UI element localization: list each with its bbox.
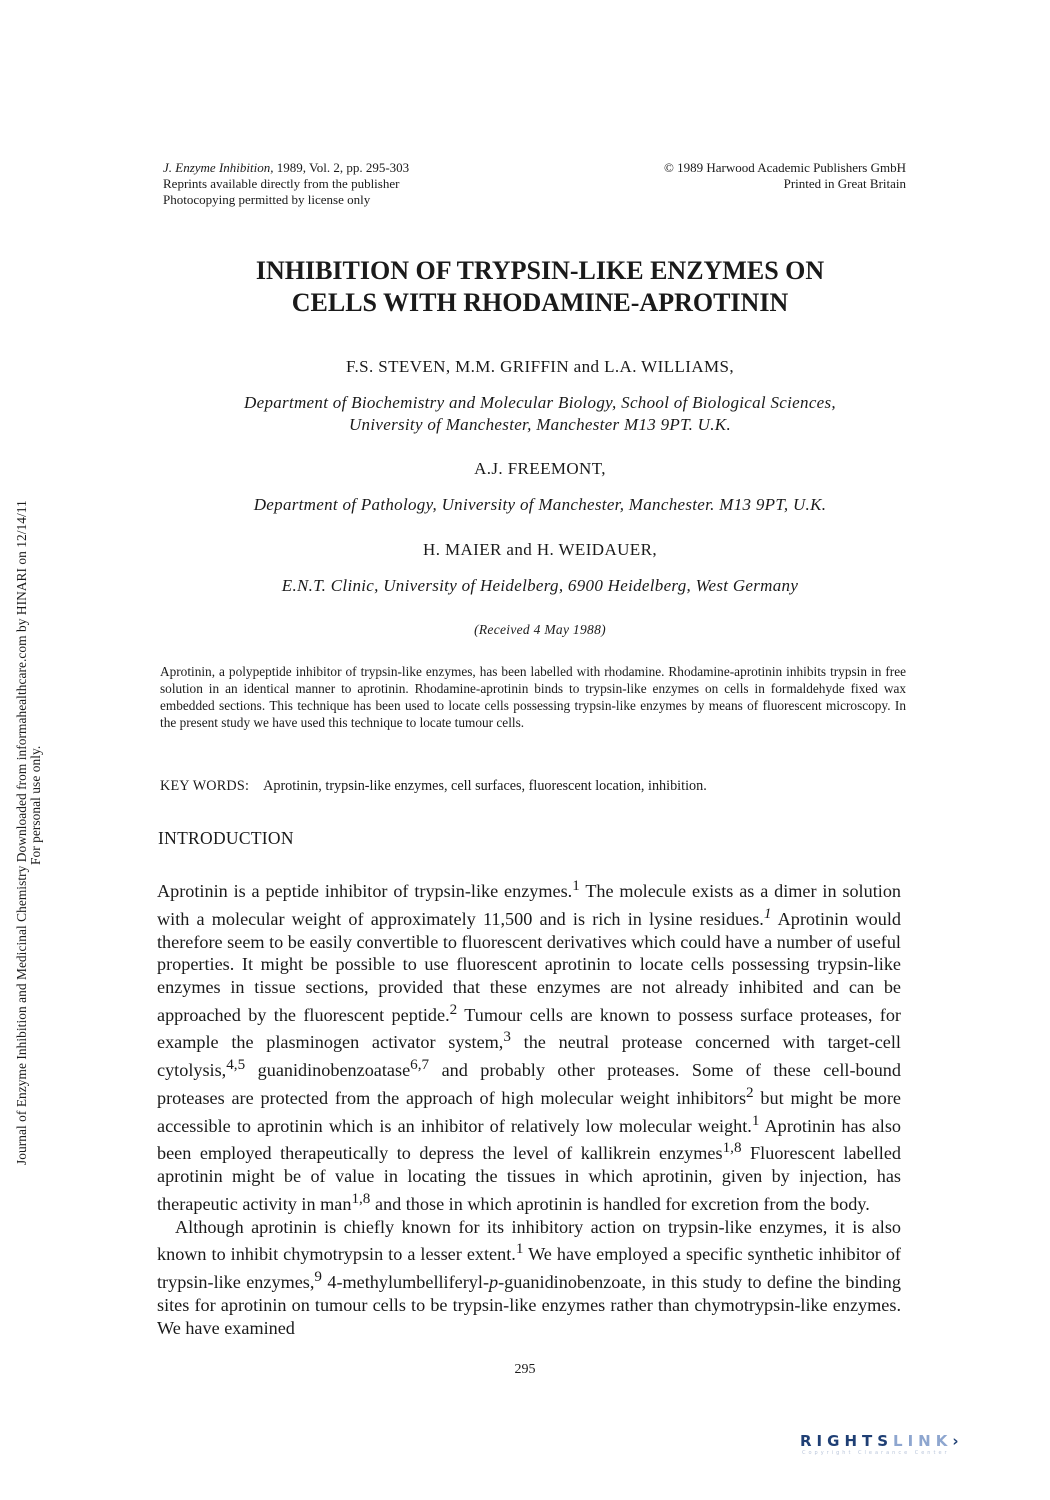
journal-name: J. Enzyme Inhibition,: [163, 160, 274, 175]
keywords-list: Aprotinin, trypsin-like enzymes, cell surfaces, fluorescent location, inhibition.: [263, 778, 707, 794]
citation-ref: 1,8: [722, 1139, 742, 1157]
title-line2: CELLS WITH RHODAMINE-APROTININ: [291, 288, 789, 317]
citation-ref: 3: [503, 1028, 511, 1046]
citation-ref: 2: [746, 1083, 754, 1101]
journal-citation: [163, 160, 409, 208]
paragraph-2: Although aprotinin is chiefly known for its inhibitory action on trypsin-like enzymes, it is also known to inhibit chymotrypsin to a lesser extent.$^1$ We have employed a specific synthetic inhibitor of trypsin-like enzymes,$^9$ 4-methylumbelliferyl-p-guanidinobenzoate, in this study to define the binding sites for aprotinin on tumour cells to be trypsin-like enzymes rather than chymotrypsin-like enzymes. We have examined: [157, 1216, 901, 1338]
keywords-label: KEY WORDS:: [160, 778, 250, 794]
article-title: [140, 255, 940, 319]
reprints-note: Reprints available directly from the publisher: [163, 176, 400, 191]
section-heading-introduction: INTRODUCTION: [158, 828, 294, 848]
author-group-2: A.J. FREEMONT,: [474, 459, 606, 478]
printed-line: Printed in Great Britain: [783, 176, 906, 191]
paragraph-1: Aprotinin is a peptide inhibitor of trypsin-like enzymes.$^1$ The molecule exists as a dimer in solution with a molecular weight of approximately 11,500 and is rich in lysine residues.$^1$ Aprotinin would therefore seem to be easily convertible to fluorescent derivatives which could have a number of useful properties. It might be possible to use fluorescent aprotinin to locate cells possessing trypsin-like enzymes in tissue sections, provided that these enzymes are not already inhibited and can be approached by the fluorescent peptide.$^2$ Tumour cells are known to possess surface proteases, for example the plasminogen activator system,$^3$ the neutral protease concerned with target-cell cytolysis,$^{4,5}$ guanidinobenzoatase$^{6,7}$ and probably other proteases. Some of these cell-bound proteases are protected from the approach of high molecular weight inhibitors$^2$ but might be more accessible to aprotinin which is an inhibitor of relatively low molecular weight.$^1$ Aprotinin has also been employed therapeutically to depress the level of kallikrein enzymes$^{1,8}$ Fluorescent labelled aprotinin might be of value in locating the tissues in which aprotinin, given by injection, has therapeutic activity in man$^{1,8}$ and those in which aprotinin is handled for excretion from the body.: [157, 877, 902, 1214]
abstract: Aprotinin, a polypeptide inhibitor of trypsin-like enzymes, has been labelled with rhodamine. Rhodamine-aprotinin inhibits trypsin in free solution in an identical manner to aprotinin. Rhodamine-aprotinin binds to trypsin-like enzymes on cells in formaldehyde fixed wax embedded sections. This technique has been used to locate cells possessing trypsin-like enzymes by means of fluorescent microscopy. In the present study we have used this technique to locate tumour cells.: [160, 664, 906, 730]
rightslink-logo[interactable]: [800, 1432, 1030, 1472]
citation-ref: 1,8: [351, 1189, 371, 1207]
logo-tagline: Copyright Clearance Center: [802, 1450, 950, 1456]
citation-ref: 1: [515, 1240, 524, 1258]
received-date: (Received 4 May 1988): [474, 622, 606, 637]
photocopying-note: Photocopying permitted by license only: [163, 192, 371, 207]
title-line1: INHIBITION OF TRYPSIN-LIKE ENZYMES ON: [255, 256, 825, 285]
page-number: 295: [514, 1362, 536, 1377]
logo-word-link: LINK: [893, 1432, 953, 1450]
author-group-3: H. MAIER and H. WEIDAUER,: [423, 540, 657, 559]
citation-ref: 1: [572, 877, 580, 894]
affiliation-1-line1: Department of Biochemistry and Molecular Biology, School of Biological Sciences,: [244, 393, 836, 412]
logo-arrow-icon: ›: [952, 1432, 964, 1450]
download-notice-line2: For personal use only.: [28, 745, 43, 865]
introduction-body: [157, 875, 901, 1339]
logo-word-rights: RIGHTS: [800, 1432, 894, 1450]
citation-ref: 2: [449, 1000, 458, 1018]
author-group-1: F.S. STEVEN, M.M. GRIFFIN and L.A. WILLIAMS,: [345, 357, 735, 376]
publisher-info: [664, 160, 906, 192]
citation-ref: 4,5: [226, 1056, 246, 1074]
keywords: [160, 777, 707, 795]
citation-ref: 1: [751, 1111, 760, 1129]
affiliation-2: Department of Pathology, University of Manchester, Manchester. M13 9PT, U.K.: [253, 495, 827, 514]
citation-ref: 6,7: [410, 1056, 430, 1074]
citation-ref: 1: [763, 904, 772, 922]
affiliation-1-line2: University of Manchester, Manchester M13 9PT. U.K.: [348, 415, 731, 434]
citation-ref: 9: [314, 1268, 322, 1286]
copyright-line: © 1989 Harwood Academic Publishers GmbH: [663, 160, 906, 175]
affiliation-3: E.N.T. Clinic, University of Heidelberg, 6900 Heidelberg, West Germany: [281, 576, 799, 595]
affiliation-1: [130, 392, 950, 436]
journal-volume: 1989, Vol. 2, pp. 295-303: [273, 160, 410, 175]
download-notice-line1: Journal of Enzyme Inhibition and Medicinal Chemistry Downloaded from informahealthcare.com by HINARI on 12/14/11: [14, 500, 29, 1165]
